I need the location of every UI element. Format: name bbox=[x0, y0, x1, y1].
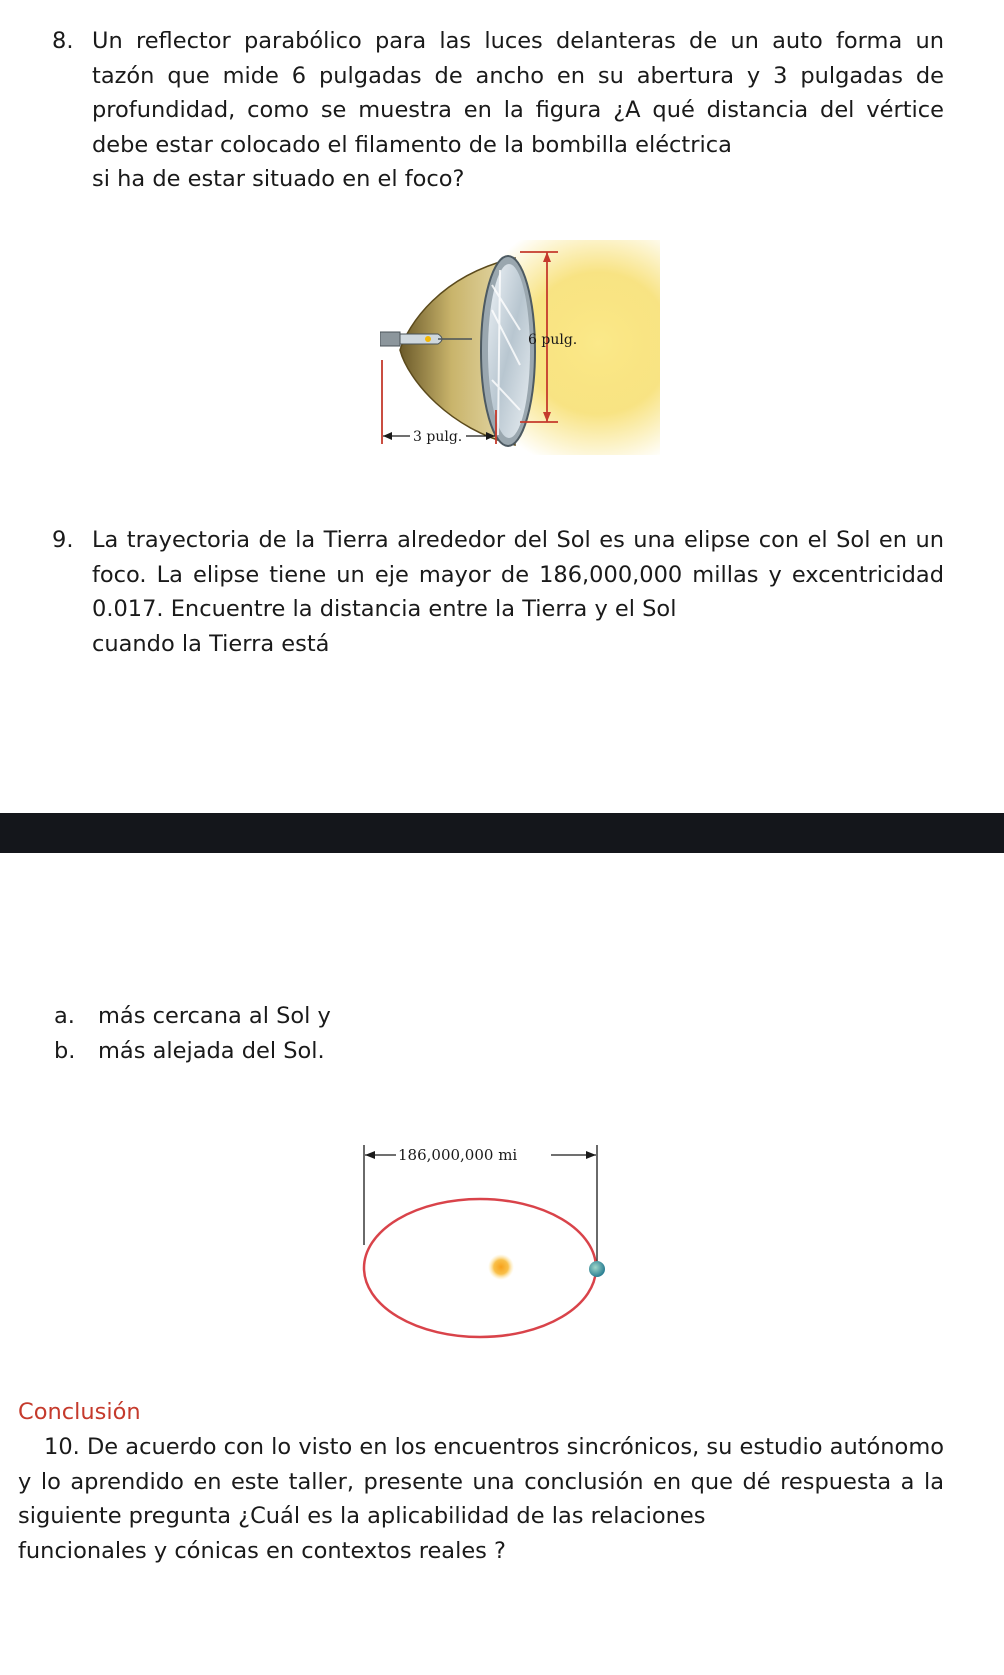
problem-9-body: La trayectoria de la Tierra alrededor del Sol es una elipse con el Sol en un foco. La elipse tiene un eje mayor de 186,000,000 millas y excentricidad 0.017. Encuentre la distancia entre la Tierra y el Sol bbox=[92, 527, 944, 622]
orbit-ellipse bbox=[364, 1199, 596, 1337]
conclusion-body bbox=[18, 1430, 944, 1534]
list-item-b-text: más alejada del Sol. bbox=[98, 1038, 325, 1064]
conclusion-body-text: De acuerdo con lo visto en los encuentros sincrónicos, su estudio autónomo y lo aprendido en este taller, presente una conclusión en que dé respuesta a la siguiente pregunta ¿Cuál es la aplicabilidad de las relaciones bbox=[18, 1434, 945, 1529]
problem-8-number: 8. bbox=[52, 28, 74, 54]
filament bbox=[425, 336, 431, 342]
list-item-a-label: a. bbox=[54, 1003, 75, 1029]
conclusion-heading: Conclusión bbox=[18, 1399, 141, 1425]
headlight-figure bbox=[380, 240, 660, 480]
list-item-a bbox=[54, 999, 331, 1033]
problem-9-body-last: cuando la Tierra está bbox=[92, 630, 330, 657]
axis-arrow-left bbox=[365, 1151, 375, 1159]
problem-8-text bbox=[52, 24, 944, 197]
problem-9-text bbox=[52, 523, 944, 661]
sun-icon bbox=[488, 1254, 514, 1280]
conclusion-text bbox=[18, 1430, 944, 1568]
bulb-icon bbox=[400, 334, 442, 344]
axis-arrow-right bbox=[586, 1151, 596, 1159]
list-item-a-text: más cercana al Sol y bbox=[98, 1003, 331, 1029]
width-label: 6 pulg. bbox=[528, 332, 578, 348]
bulb-socket bbox=[380, 332, 400, 346]
conclusion-number: 10. bbox=[44, 1434, 80, 1460]
list-item-b-label: b. bbox=[54, 1038, 76, 1064]
axis-label: 186,000,000 mi bbox=[398, 1146, 518, 1164]
problem-9-number: 9. bbox=[52, 527, 74, 553]
conclusion-body-last: funcionales y cónicas en contextos reales ? bbox=[18, 1537, 506, 1564]
depth-label: 3 pulg. bbox=[413, 429, 463, 445]
problem-8-body-last: si ha de estar situado en el foco? bbox=[92, 166, 465, 192]
list-item-b bbox=[54, 1034, 325, 1068]
earth-icon bbox=[589, 1261, 605, 1277]
dark-divider-band bbox=[0, 813, 1004, 853]
orbit-figure bbox=[355, 1135, 625, 1355]
depth-arrow-left bbox=[383, 432, 392, 440]
problem-8-body: Un reflector parabólico para las luces delanteras de un auto forma un tazón que mide 6 pulgadas de ancho en su abertura y 3 pulgadas de profundidad, como se muestra en la figura ¿A qué distancia del vértice debe estar colocado el filamento de la bombilla eléctrica bbox=[92, 28, 944, 158]
